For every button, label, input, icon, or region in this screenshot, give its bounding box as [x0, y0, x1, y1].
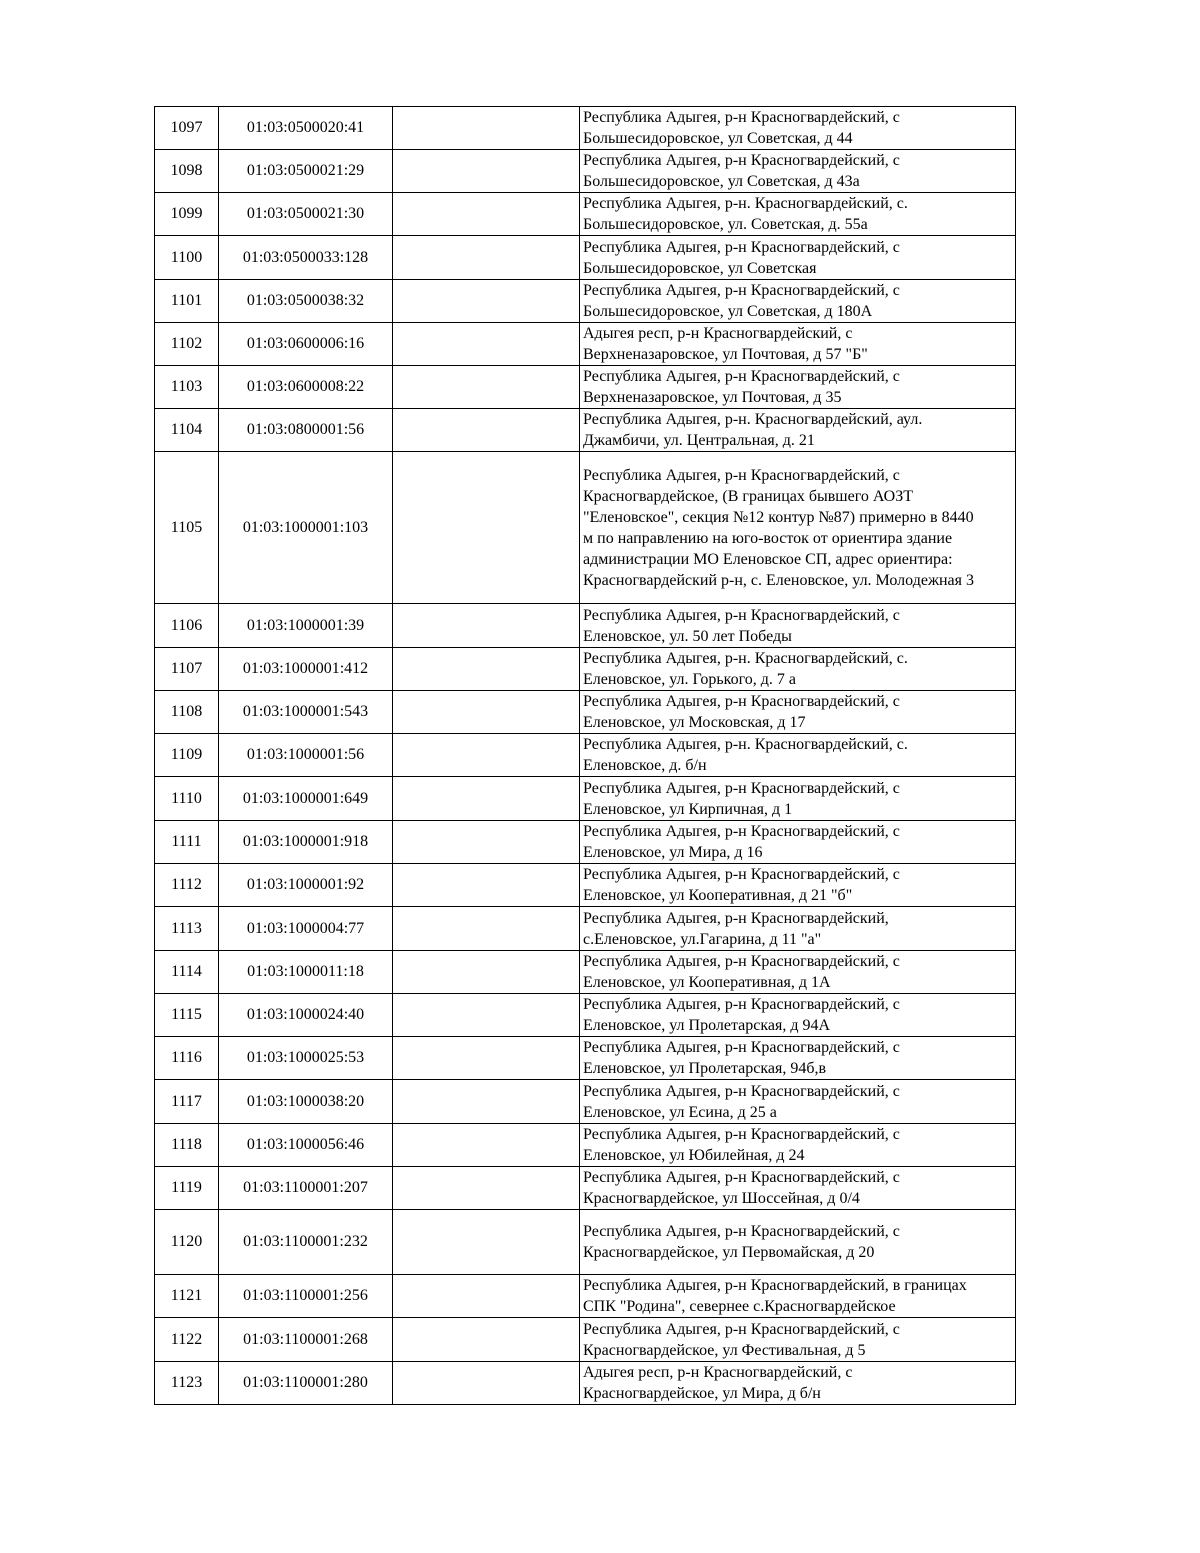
cadastral-number-cell: 01:03:0600008:22 — [219, 366, 393, 409]
address-cell: Республика Адыгея, р-н. Красногвардейский, с. Большесидоровское, ул. Советская, д. 55а — [580, 193, 1016, 236]
row-number-cell: 1103 — [155, 366, 219, 409]
empty-cell — [393, 994, 580, 1037]
cadastral-number-cell: 01:03:1000001:39 — [219, 604, 393, 648]
table-row — [155, 193, 1016, 236]
cadastral-number-cell: 01:03:1100001:280 — [219, 1362, 393, 1405]
row-number-cell: 1102 — [155, 323, 219, 366]
table-row — [155, 1080, 1016, 1124]
table-row — [155, 864, 1016, 907]
table-row — [155, 409, 1016, 452]
address-cell: Республика Адыгея, р-н Красногвардейский, с Большесидоровское, ул Советская, д 44 — [580, 107, 1016, 150]
empty-cell — [393, 1124, 580, 1167]
empty-cell — [393, 1037, 580, 1080]
table-row — [155, 604, 1016, 648]
empty-cell — [393, 648, 580, 691]
table-row — [155, 648, 1016, 691]
row-number-cell: 1115 — [155, 994, 219, 1037]
address-cell: Республика Адыгея, р-н Красногвардейский, с Еленовское, ул Кооперативная, д 21 "б" — [580, 864, 1016, 907]
row-number-cell: 1117 — [155, 1080, 219, 1124]
empty-cell — [393, 193, 580, 236]
row-number-cell: 1113 — [155, 907, 219, 951]
row-number-cell: 1105 — [155, 452, 219, 604]
table-row — [155, 1318, 1016, 1362]
row-number-cell: 1101 — [155, 280, 219, 323]
row-number-cell: 1100 — [155, 236, 219, 280]
cadastral-number-cell: 01:03:1100001:268 — [219, 1318, 393, 1362]
cadastral-number-cell: 01:03:0500021:29 — [219, 150, 393, 193]
table-row — [155, 452, 1016, 604]
cadastral-number-cell: 01:03:0800001:56 — [219, 409, 393, 452]
address-cell: Республика Адыгея, р-н Красногвардейский, с Еленовское, ул Кооперативная, д 1А — [580, 951, 1016, 994]
table-row — [155, 107, 1016, 150]
address-cell: Республика Адыгея, р-н Красногвардейский, с Еленовское, ул Пролетарская, 94б,в — [580, 1037, 1016, 1080]
row-number-cell: 1110 — [155, 777, 219, 821]
empty-cell — [393, 907, 580, 951]
row-number-cell: 1104 — [155, 409, 219, 452]
row-number-cell: 1111 — [155, 821, 219, 864]
table-row — [155, 1037, 1016, 1080]
row-number-cell: 1116 — [155, 1037, 219, 1080]
cadastral-number-cell: 01:03:1000001:103 — [219, 452, 393, 604]
address-cell: Адыгея респ, р-н Красногвардейский, с Красногвардейское, ул Мира, д б/н — [580, 1362, 1016, 1405]
row-number-cell: 1120 — [155, 1210, 219, 1275]
address-cell: Республика Адыгея, р-н Красногвардейский, с Еленовское, ул Юбилейная, д 24 — [580, 1124, 1016, 1167]
table-row — [155, 821, 1016, 864]
table-row — [155, 994, 1016, 1037]
empty-cell — [393, 323, 580, 366]
address-cell: Республика Адыгея, р-н Красногвардейский, с Еленовское, ул Московская, д 17 — [580, 691, 1016, 734]
table-row — [155, 777, 1016, 821]
empty-cell — [393, 1362, 580, 1405]
table-row — [155, 1210, 1016, 1275]
empty-cell — [393, 951, 580, 994]
address-cell: Республика Адыгея, р-н Красногвардейский, с Еленовское, ул Есина, д 25 а — [580, 1080, 1016, 1124]
row-number-cell: 1108 — [155, 691, 219, 734]
cadastral-number-cell: 01:03:0500033:128 — [219, 236, 393, 280]
empty-cell — [393, 1167, 580, 1210]
row-number-cell: 1097 — [155, 107, 219, 150]
empty-cell — [393, 452, 580, 604]
cadastral-number-cell: 01:03:1000024:40 — [219, 994, 393, 1037]
address-cell: Республика Адыгея, р-н Красногвардейский, с Еленовское, ул Мира, д 16 — [580, 821, 1016, 864]
address-cell: Республика Адыгея, р-н Красногвардейский, с Красногвардейское, ул Шоссейная, д 0/4 — [580, 1167, 1016, 1210]
cadastral-number-cell: 01:03:1000001:543 — [219, 691, 393, 734]
row-number-cell: 1122 — [155, 1318, 219, 1362]
empty-cell — [393, 1318, 580, 1362]
table-row — [155, 691, 1016, 734]
address-cell: Республика Адыгея, р-н. Красногвардейский, аул. Джамбичи, ул. Центральная, д. 21 — [580, 409, 1016, 452]
address-cell: Республика Адыгея, р-н Красногвардейский, с.Еленовское, ул.Гагарина, д 11 "а" — [580, 907, 1016, 951]
empty-cell — [393, 691, 580, 734]
cadastral-number-cell: 01:03:1100001:232 — [219, 1210, 393, 1275]
empty-cell — [393, 409, 580, 452]
empty-cell — [393, 864, 580, 907]
cadastral-number-cell: 01:03:1000011:18 — [219, 951, 393, 994]
cadastral-number-cell: 01:03:1100001:256 — [219, 1275, 393, 1318]
address-cell: Республика Адыгея, р-н Красногвардейский, с Большесидоровское, ул Советская, д 180А — [580, 280, 1016, 323]
table-row — [155, 323, 1016, 366]
cadastral-number-cell: 01:03:1000001:92 — [219, 864, 393, 907]
table-row — [155, 236, 1016, 280]
row-number-cell: 1106 — [155, 604, 219, 648]
cadastral-number-cell: 01:03:1000004:77 — [219, 907, 393, 951]
cadastral-number-cell: 01:03:0500021:30 — [219, 193, 393, 236]
table-row — [155, 951, 1016, 994]
address-cell: Республика Адыгея, р-н Красногвардейский, с Красногвардейское, (В границах бывшего АОЗТ "Еленовское", секция №12 контур №87) примерно в 8440 м по направлению на юго-восток от ориентира здание администрации МО Еленовское СП, адрес ориентира: Красногвардейский р-н, с. Еленовское, ул. Молодежная 3 — [580, 452, 1016, 604]
table-row — [155, 1362, 1016, 1405]
address-cell: Республика Адыгея, р-н. Красногвардейский, с. Еленовское, ул. Горького, д. 7 а — [580, 648, 1016, 691]
address-cell: Республика Адыгея, р-н Красногвардейский, с Верхненазаровское, ул Почтовая, д 35 — [580, 366, 1016, 409]
cadastral-number-cell: 01:03:1000001:649 — [219, 777, 393, 821]
table-row — [155, 1124, 1016, 1167]
address-cell: Республика Адыгея, р-н Красногвардейский, с Большесидоровское, ул Советская, д 43а — [580, 150, 1016, 193]
cadastral-number-cell: 01:03:1100001:207 — [219, 1167, 393, 1210]
empty-cell — [393, 777, 580, 821]
cadastral-number-cell: 01:03:1000001:412 — [219, 648, 393, 691]
empty-cell — [393, 1080, 580, 1124]
cadastral-number-cell: 01:03:0600006:16 — [219, 323, 393, 366]
address-cell: Республика Адыгея, р-н Красногвардейский, с Большесидоровское, ул Советская — [580, 236, 1016, 280]
cadastral-number-cell: 01:03:0500038:32 — [219, 280, 393, 323]
row-number-cell: 1109 — [155, 734, 219, 777]
address-cell: Республика Адыгея, р-н Красногвардейский, с Красногвардейское, ул Первомайская, д 20 — [580, 1210, 1016, 1275]
cadastral-number-cell: 01:03:1000001:56 — [219, 734, 393, 777]
table-row — [155, 907, 1016, 951]
row-number-cell: 1118 — [155, 1124, 219, 1167]
empty-cell — [393, 236, 580, 280]
address-cell: Республика Адыгея, р-н Красногвардейский, с Еленовское, ул Кирпичная, д 1 — [580, 777, 1016, 821]
cadastral-number-cell: 01:03:1000056:46 — [219, 1124, 393, 1167]
table-row — [155, 280, 1016, 323]
empty-cell — [393, 604, 580, 648]
cadastral-number-cell: 01:03:0500020:41 — [219, 107, 393, 150]
cadastral-table — [154, 106, 1016, 1405]
empty-cell — [393, 821, 580, 864]
row-number-cell: 1121 — [155, 1275, 219, 1318]
cadastral-number-cell: 01:03:1000025:53 — [219, 1037, 393, 1080]
row-number-cell: 1119 — [155, 1167, 219, 1210]
empty-cell — [393, 150, 580, 193]
table-row — [155, 1167, 1016, 1210]
address-cell: Адыгея респ, р-н Красногвардейский, с Верхненазаровское, ул Почтовая, д 57 "Б" — [580, 323, 1016, 366]
row-number-cell: 1112 — [155, 864, 219, 907]
row-number-cell: 1098 — [155, 150, 219, 193]
row-number-cell: 1114 — [155, 951, 219, 994]
empty-cell — [393, 1275, 580, 1318]
empty-cell — [393, 1210, 580, 1275]
table-row — [155, 150, 1016, 193]
row-number-cell: 1099 — [155, 193, 219, 236]
empty-cell — [393, 107, 580, 150]
address-cell: Республика Адыгея, р-н Красногвардейский, в границах СПК "Родина", севернее с.Красногвардейское — [580, 1275, 1016, 1318]
empty-cell — [393, 366, 580, 409]
cadastral-number-cell: 01:03:1000038:20 — [219, 1080, 393, 1124]
row-number-cell: 1123 — [155, 1362, 219, 1405]
table-row — [155, 1275, 1016, 1318]
address-cell: Республика Адыгея, р-н Красногвардейский, с Красногвардейское, ул Фестивальная, д 5 — [580, 1318, 1016, 1362]
empty-cell — [393, 734, 580, 777]
address-cell: Республика Адыгея, р-н Красногвардейский, с Еленовское, ул Пролетарская, д 94А — [580, 994, 1016, 1037]
table-body — [155, 107, 1016, 1405]
address-cell: Республика Адыгея, р-н Красногвардейский, с Еленовское, ул. 50 лет Победы — [580, 604, 1016, 648]
empty-cell — [393, 280, 580, 323]
cadastral-number-cell: 01:03:1000001:918 — [219, 821, 393, 864]
table-row — [155, 734, 1016, 777]
table-row — [155, 366, 1016, 409]
address-cell: Республика Адыгея, р-н. Красногвардейский, с. Еленовское, д. б/н — [580, 734, 1016, 777]
row-number-cell: 1107 — [155, 648, 219, 691]
